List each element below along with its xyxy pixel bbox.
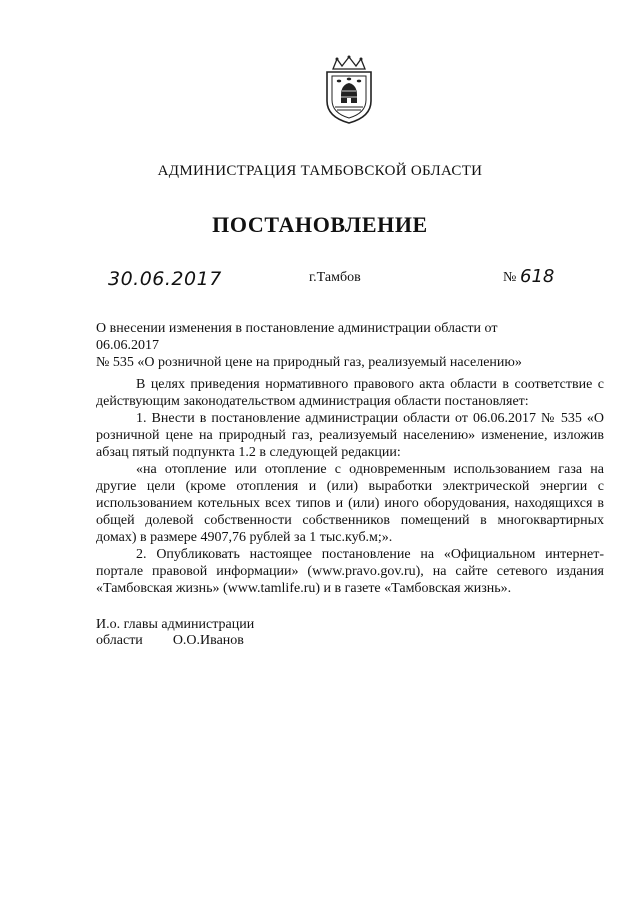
body-paragraph-1: В целях приведения нормативного правового акта области в соответствие с действующим законодательством администрация области постановляет: [96,377,604,409]
body-paragraph-4: 2. Опубликовать настоящее постановление на «Официальном интернет-портале правовой информации» (www.pravo.gov.ru), на сайте сетевого издания «Тамбовская жизнь» (www.tamlife.ru) и в газете «Тамбовская жизнь». [96,547,604,596]
body-paragraph-3: «на отопление или отопление с одновременным использованием газа на другие цели (кроме отопления и (или) выработки электрической энергии с использованием котельных всех типов и (или) иного оборудования, находящихся в общей долевой собственности собственников помещений в многоквартирных домах) в размере 4907,76 рублей за 1 тыс.куб.м;». [96,462,604,545]
subject-line-1: О внесении изменения в постановление администрации области от 06.06.2017 [96,321,498,353]
organization-name: АДМИНИСТРАЦИЯ ТАМБОВСКОЙ ОБЛАСТИ [157,163,483,179]
document-subject [96,320,536,371]
city: г.Тамбов [309,270,361,285]
signature-block [96,617,396,649]
body-paragraph-2: 1. Внести в постановление администрации области от 06.06.2017 № 535 «О розничной цене на природный газ, реализуемый населению» изменение, изложив абзац пятый подпункта 1.2 в следующей редакции: [96,411,604,460]
signatory-title-line-2: области [96,633,143,648]
number-label: № [503,270,517,285]
handwritten-date: 30.06.2017 [108,268,222,290]
handwritten-number: 618 [520,266,555,287]
document-body [96,376,604,597]
signatory-name: О.О.Иванов [172,633,244,648]
subject-line-2: № 535 «О розничной цене на природный газ, реализуемый населению» [96,355,522,370]
document-type: ПОСТАНОВЛЕНИЕ [212,212,428,237]
document-meta [0,268,640,294]
signatory-title-line-1: И.о. главы администрации [96,617,255,632]
signatory-line-2 [96,633,396,649]
coat-of-arms-icon [321,55,377,125]
